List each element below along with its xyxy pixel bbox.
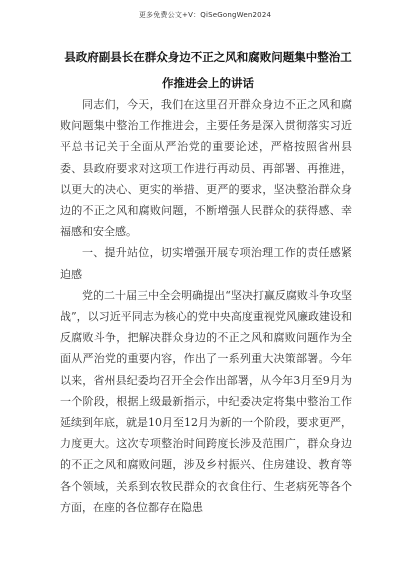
section-heading-1: 一、提升站位，切实增强开展专项治理工作的责任感紧迫感	[60, 246, 352, 281]
paragraph-section-1: 党的二十届三中全会明确提出“坚决打赢反腐败斗争攻坚战”，以习近平同志为核心的党中央高度重视党风廉政建设和反腐败斗争，把解决群众身边的不正之风和腐败问题作为全面从严治党的重要内容，作出了一系列重大决策部署。今年以来，省州县纪委均召开全会作出部署，从今年3月至9月为一个阶段，根据上级最新指示，中纪委决定将集中整治工作延续到年底，就是10月至12月为新的一个阶段，要求更严，力度更大。这次专项整治时间跨度长涉及范围广，群众身边的不正之风和腐败问题，涉及乡村振兴、住房建设、教育等各个领域，关系到农牧民群众的衣食住行、生老病死等各个方面，在座的各位都存在隐患	[60, 288, 352, 514]
watermark-text: 更多免费公文+V：QiSeGongWen2024	[138, 11, 272, 19]
document-body	[60, 94, 352, 518]
document-title	[60, 44, 356, 96]
title-line-2: 作推进会上的讲话	[162, 76, 254, 90]
title-line-1: 县政府副县长在群众身边不正之风和腐败问题集中整治工	[64, 50, 352, 64]
paragraph-opening: 同志们，今天，我们在这里召开群众身边不正之风和腐败问题集中整治工作推进会，主要任务是深入贯彻落实习近平总书记关于全面从严治党的重要论述，严格按照省州县委、县政府要求对这项工作进行再动员、再部署、再推进，以更大的决心、更实的举措、更严的要求，坚决整治群众身边的不正之风和腐败问题，不断增强人民群众的获得感、幸福感和安全感。	[60, 98, 352, 239]
